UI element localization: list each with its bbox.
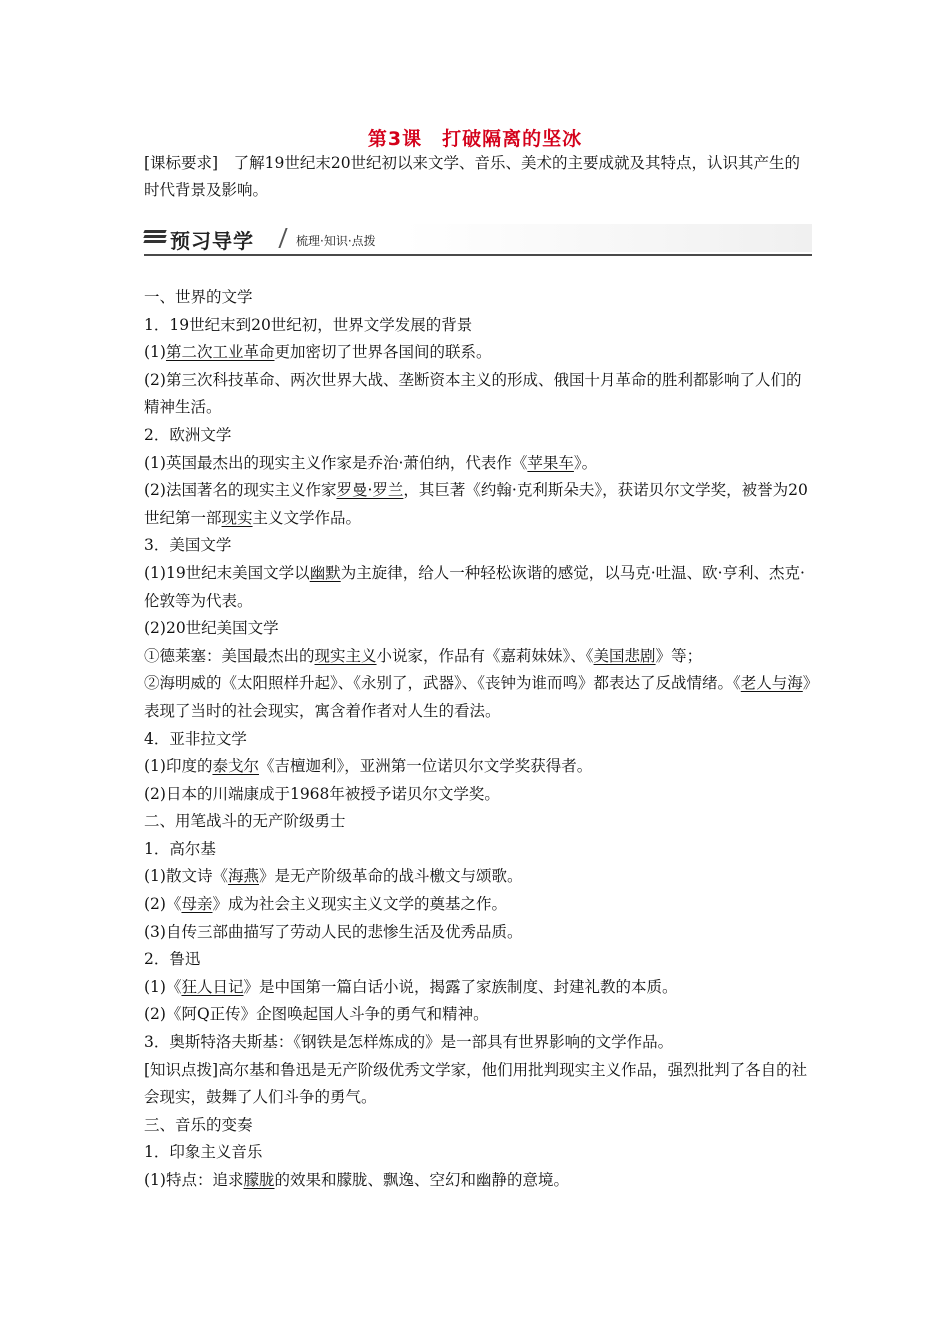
paragraph bbox=[144, 615, 814, 643]
paragraph bbox=[144, 781, 814, 809]
paragraph bbox=[144, 312, 814, 340]
text-segment: (1)《 bbox=[144, 977, 182, 996]
paragraph bbox=[144, 919, 814, 947]
text-segment: 《吉檀迦利》，亚洲第一位诺贝尔文学奖获得者。 bbox=[258, 757, 593, 776]
text-segment: 小说家，作品有《嘉莉妹妹》、《 bbox=[376, 646, 594, 665]
paragraph bbox=[144, 726, 814, 754]
stripes-icon bbox=[144, 230, 166, 248]
banner-title: 预习导学 bbox=[170, 229, 254, 253]
paragraph bbox=[144, 450, 814, 478]
text-segment: (1)19世纪末美国文学以 bbox=[144, 563, 310, 582]
paragraph bbox=[144, 1001, 814, 1029]
text-segment: (2)法国著名的现实主义作家 bbox=[144, 481, 337, 500]
underlined-answer: 母亲 bbox=[181, 895, 213, 914]
paragraph bbox=[144, 339, 814, 367]
underlined-answer: 美国悲剧 bbox=[593, 646, 656, 665]
text-segment: 1．印象主义音乐 bbox=[144, 1143, 263, 1162]
underlined-answer: 幽默 bbox=[309, 563, 341, 582]
underlined-answer: 海燕 bbox=[227, 867, 259, 886]
text-segment: (2)20世纪美国文学 bbox=[144, 619, 279, 638]
underlined-answer: 老人与海 bbox=[740, 674, 803, 693]
requirement-label: [课标要求] bbox=[144, 154, 219, 172]
content-body bbox=[144, 284, 814, 1195]
text-segment: 更加密切了世界各国间的联系。 bbox=[274, 343, 492, 362]
underlined-answer: 现实 bbox=[221, 508, 253, 527]
text-segment: 1．19世纪末到20世纪初，世界文学发展的背景 bbox=[144, 315, 473, 334]
text-segment: 3．奥斯特洛夫斯基：《钢铁是怎样炼成的》是一部具有世界影响的文学作品。 bbox=[144, 1033, 674, 1052]
paragraph bbox=[144, 946, 814, 974]
paragraph bbox=[144, 532, 814, 560]
text-segment: 》。 bbox=[573, 453, 598, 472]
text-segment: 》是中国第一篇白话小说，揭露了家族制度、封建礼教的本质。 bbox=[243, 977, 678, 996]
text-segment: (3)自传三部曲描写了劳动人民的悲惨生活及优秀品质。 bbox=[144, 922, 523, 941]
paragraph bbox=[144, 891, 814, 919]
paragraph bbox=[144, 1139, 814, 1167]
paragraph bbox=[144, 863, 814, 891]
text-segment: 》是无产阶级革命的战斗檄文与颂歌。 bbox=[258, 867, 523, 886]
text-segment: (1)印度的 bbox=[144, 757, 213, 776]
text-segment: 》成为社会主义现实主义文学的奠基之作。 bbox=[212, 895, 507, 914]
text-segment: ，其巨著《约翰·克利斯朵夫》，获诺贝尔文学奖，被誉为20世纪第一部 bbox=[144, 481, 808, 527]
text-segment: 4．亚非拉文学 bbox=[144, 729, 247, 748]
text-segment: 》表现了当时的社会现实，寓含着作者对人生的看法。 bbox=[144, 674, 811, 720]
text-segment: (1)散文诗《 bbox=[144, 867, 228, 886]
text-segment: (2)《阿Q正传》企图唤起国人斗争的勇气和精神。 bbox=[144, 1005, 489, 1024]
section-banner bbox=[144, 224, 812, 256]
text-segment: 3．美国文学 bbox=[144, 536, 232, 555]
underlined-answer: 朦胧 bbox=[243, 1171, 275, 1189]
paragraph bbox=[144, 1029, 814, 1057]
underlined-answer: 泰戈尔 bbox=[212, 757, 259, 776]
paragraph bbox=[144, 422, 814, 450]
paragraph bbox=[144, 836, 814, 864]
text-segment: 主义文学作品。 bbox=[252, 508, 362, 527]
text-segment: (2)《 bbox=[144, 895, 182, 914]
page-title: 第3课 打破隔离的坚冰 bbox=[367, 128, 583, 150]
paragraph bbox=[144, 753, 814, 781]
text-segment: 二、用笔战斗的无产阶级勇士 bbox=[144, 812, 346, 831]
underlined-answer: 罗曼·罗兰 bbox=[336, 481, 404, 500]
paragraph bbox=[144, 974, 814, 1002]
requirement-text: 了解19世纪末20世纪初以来文学、音乐、美术的主要成就及其特点，认识其产生的时代背景及影响。 bbox=[144, 154, 801, 199]
paragraph bbox=[144, 477, 814, 532]
underlined-answer: 狂人日记 bbox=[181, 977, 244, 996]
paragraph bbox=[144, 1057, 814, 1112]
text-segment: 一、世界的文学 bbox=[144, 288, 253, 306]
text-segment: ①德莱塞：美国最杰出的 bbox=[144, 646, 315, 665]
paragraph bbox=[144, 808, 814, 836]
paragraph bbox=[144, 367, 814, 422]
underlined-answer: 第二次工业革命 bbox=[165, 343, 275, 362]
banner-subtitle: 梳理·知识·点拨 bbox=[296, 234, 376, 248]
paragraph bbox=[144, 1112, 814, 1140]
banner-divider bbox=[278, 228, 297, 248]
paragraph bbox=[144, 284, 814, 312]
text-segment: [知识点拨]高尔基和鲁迅是无产阶级优秀文学家，他们用批判现实主义作品，强烈批判了各自的社会现实，鼓舞了人们斗争的勇气。 bbox=[144, 1060, 808, 1107]
underlined-answer: 苹果车 bbox=[527, 453, 574, 472]
paragraph bbox=[144, 643, 814, 671]
text-segment: (2)第三次科技革命、两次世界大战、垄断资本主义的形成、俄国十月革命的胜利都影响了人们的精神生活。 bbox=[144, 370, 802, 417]
text-segment: (1) bbox=[144, 343, 166, 362]
text-segment: (1)特点：追求 bbox=[144, 1171, 244, 1189]
text-segment: 的效果和朦胧、飘逸、空幻和幽静的意境。 bbox=[274, 1171, 569, 1189]
text-segment: (2)日本的川端康成于1968年被授予诺贝尔文学奖。 bbox=[144, 784, 500, 803]
text-segment: 1．高尔基 bbox=[144, 839, 216, 858]
text-segment: ②海明威的《太阳照样升起》、《永别了，武器》、《丧钟为谁而鸣》都表达了反战情绪。《 bbox=[144, 674, 741, 693]
text-segment: 三、音乐的变奏 bbox=[144, 1115, 253, 1134]
text-segment: 2．鲁迅 bbox=[144, 950, 201, 969]
text-segment: 2．欧洲文学 bbox=[144, 425, 232, 444]
text-segment: (1)英国最杰出的现实主义作家是乔治·萧伯纳，代表作《 bbox=[144, 453, 528, 472]
text-segment: 为主旋律，给人一种轻松诙谐的感觉，以马克·吐温、欧·亨利、杰克·伦敦等为代表。 bbox=[144, 563, 805, 610]
underlined-answer: 现实主义 bbox=[314, 646, 377, 665]
paragraph bbox=[144, 560, 814, 615]
paragraph bbox=[144, 1167, 814, 1195]
text-segment: 》等； bbox=[655, 646, 703, 665]
curriculum-requirement bbox=[144, 150, 814, 204]
paragraph bbox=[144, 670, 814, 725]
